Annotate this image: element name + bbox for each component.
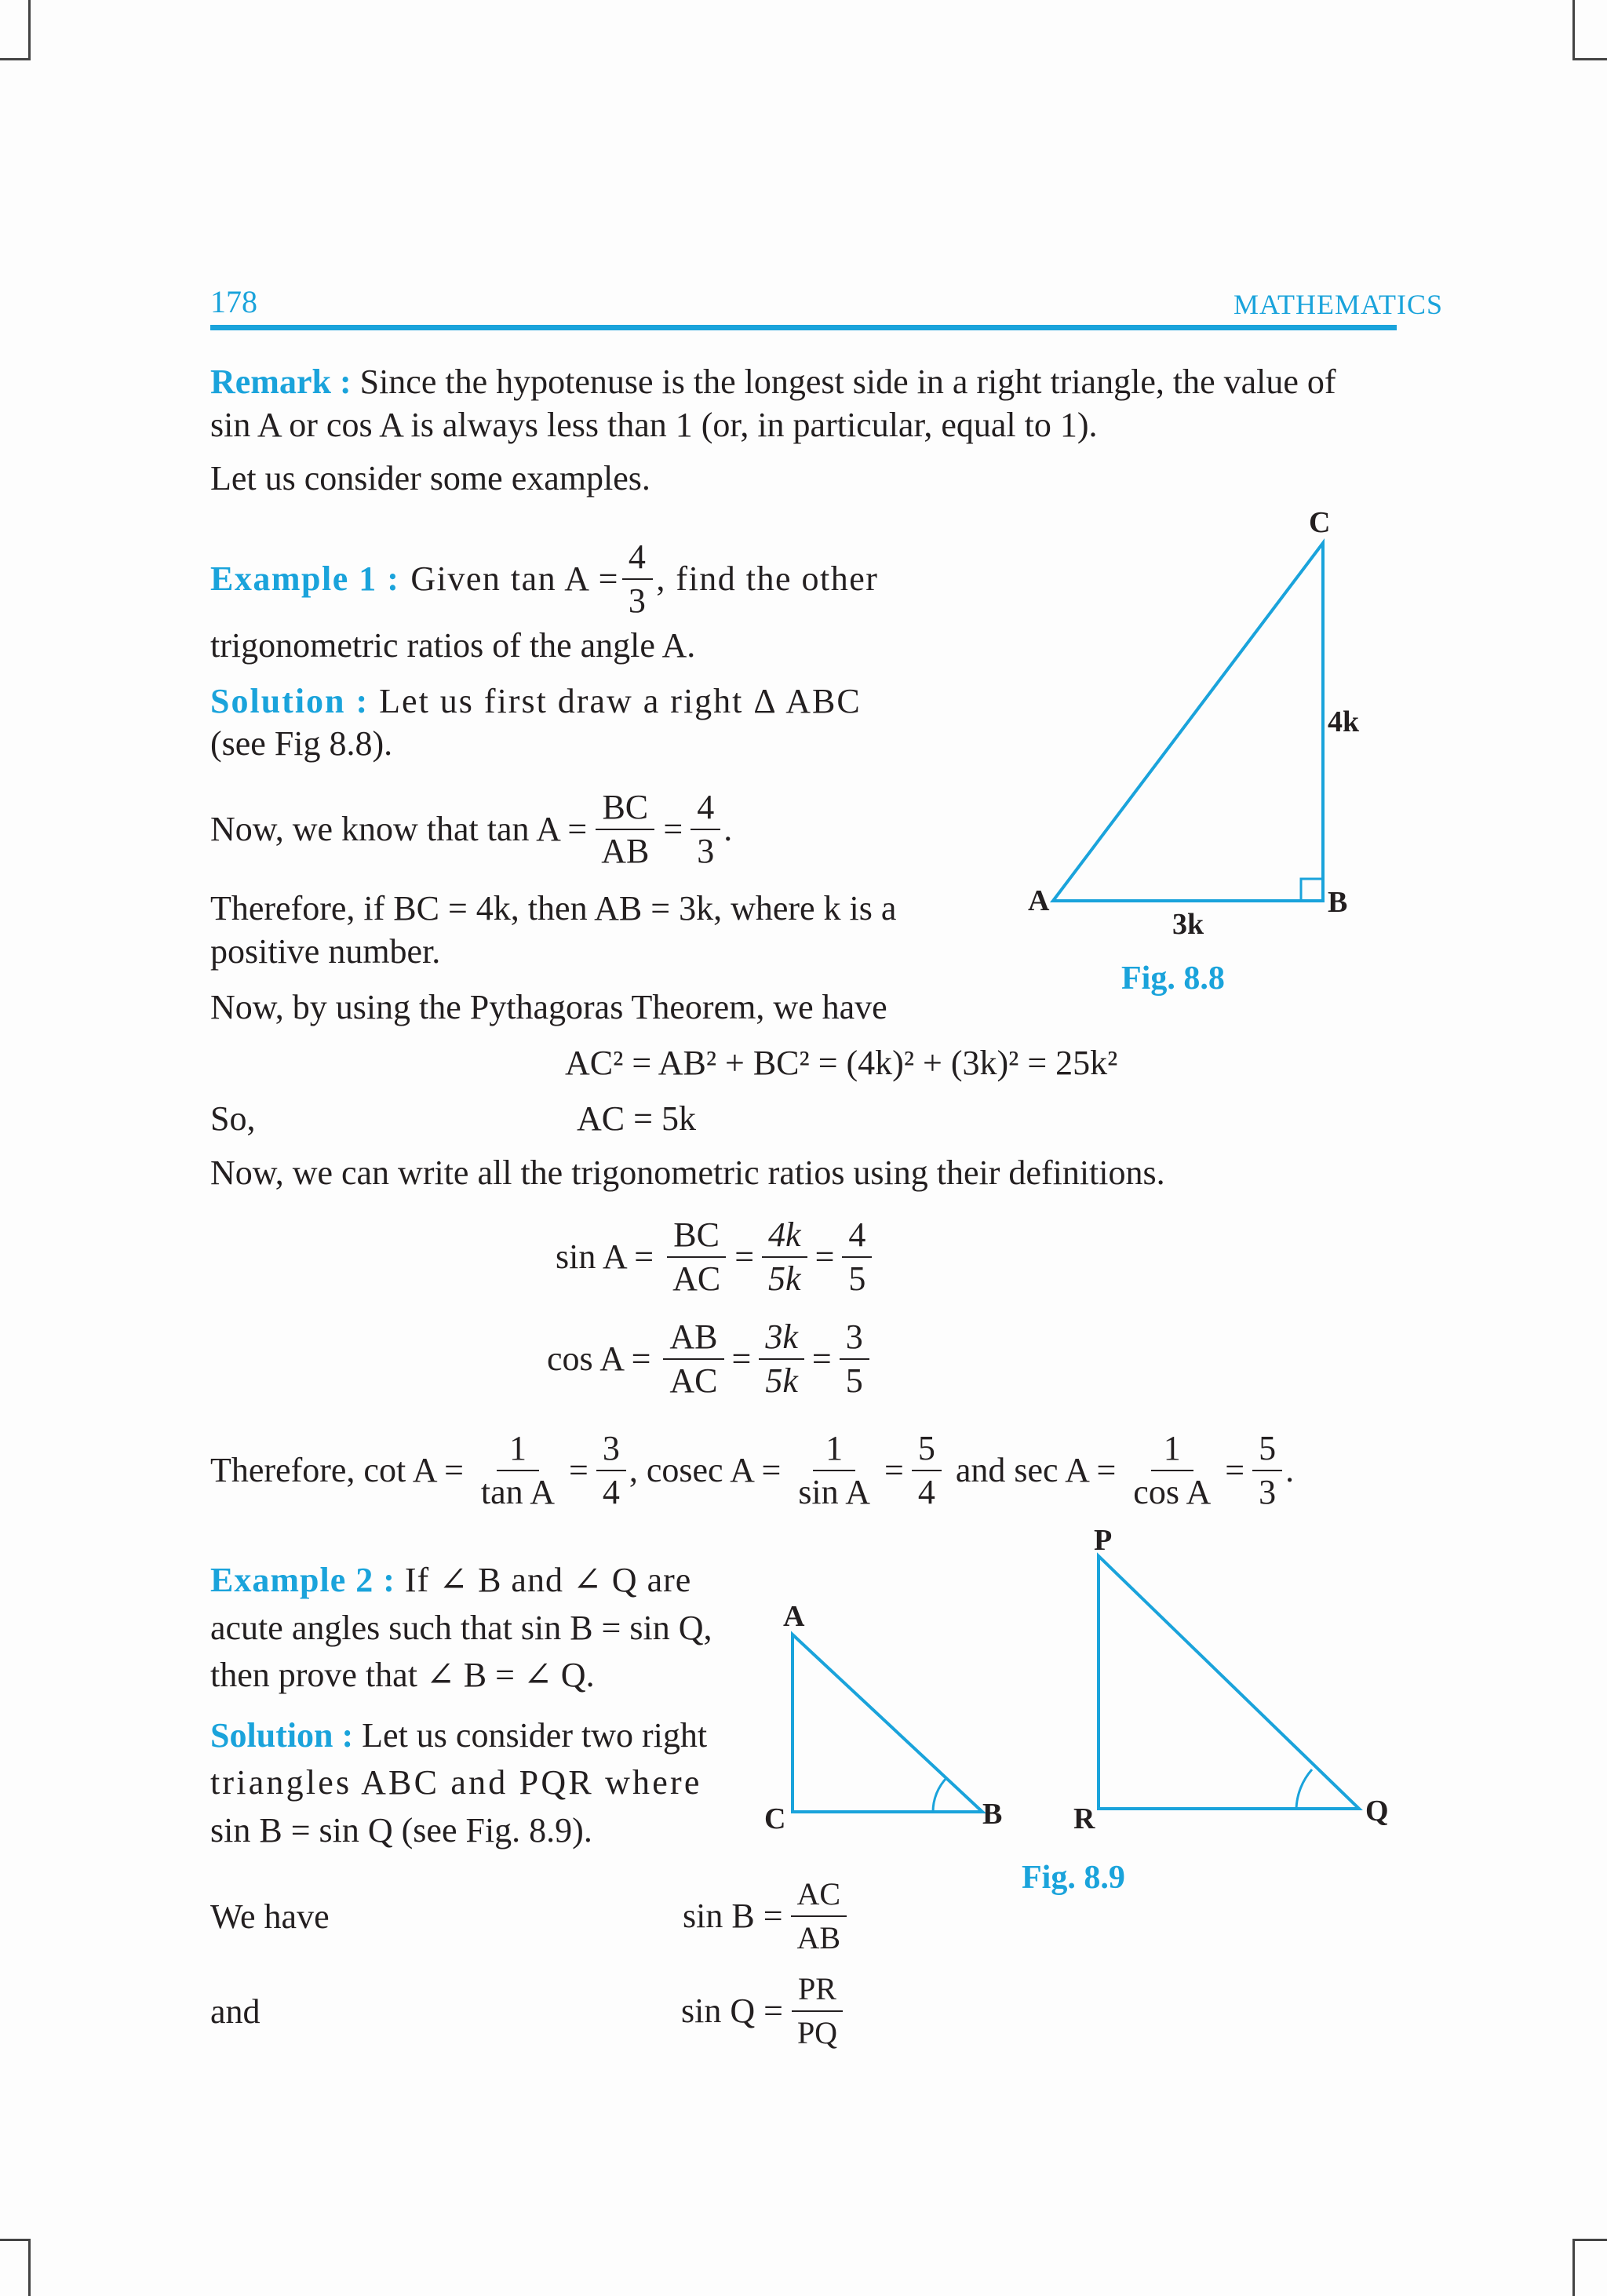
pythagoras-text: Now, by using the Pythagoras Theorem, we have xyxy=(210,988,887,1026)
example1-line-1: Example 1 : Given tan A = $\frac{4}{3}$ , find the other xyxy=(210,532,878,626)
solution2-line-2: triangles ABC and PQR where xyxy=(210,1763,702,1802)
vertex-r: R xyxy=(1073,1802,1095,1835)
fraction: $\frac{1}{\text{sin A}}$ xyxy=(798,1429,871,1511)
example2-line-2: acute angles such that sin B = sin Q, xyxy=(210,1609,712,1647)
example1-label: Example 1 : xyxy=(210,559,400,598)
so-label: So, xyxy=(210,1099,256,1138)
solution1-label: Solution : xyxy=(210,682,370,720)
therefore-line-1: Therefore, if BC = 4k, then AB = 3k, where k is a xyxy=(210,889,897,928)
triangle-pqr xyxy=(1099,1556,1359,1809)
vertex-q: Q xyxy=(1365,1795,1389,1828)
intro-text: Let us consider some examples. xyxy=(210,459,650,497)
example1-line-2: trigonometric ratios of the angle A. xyxy=(210,626,696,665)
reciprocal-ratios: Therefore, cot A = $\frac{1}{\text{tan A}}$ = $\frac{3}{4}$ , cosec A = $\frac{1}{\text{sin A}}$ = $\frac{5}{4}$ and sec A = $\frac{1}{\text{cos A}}$ = $\frac{5}{3}$ . xyxy=(210,1422,1294,1519)
vertex-b: B xyxy=(1328,886,1348,919)
fraction: $\frac{1}{\text{cos A}}$ xyxy=(1133,1429,1212,1511)
side-label-bc: 4k xyxy=(1328,705,1360,738)
vertex-a-small: A xyxy=(783,1600,805,1633)
solution1-line-2: (see Fig 8.8). xyxy=(210,724,393,763)
now-write-text: Now, we can write all the trigonometric ratios using their definitions. xyxy=(210,1153,1165,1192)
fraction: $\frac{1}{\text{tan A}}$ xyxy=(480,1429,556,1511)
triangle-abc-small xyxy=(793,1635,982,1812)
remark-label: Remark : xyxy=(210,363,352,401)
solution2-line-3: sin B = sin Q (see Fig. 8.9). xyxy=(210,1811,592,1850)
therefore-line-2: positive number. xyxy=(210,932,441,971)
ac-equation: AC = 5k xyxy=(577,1099,696,1138)
vertex-c-small: C xyxy=(764,1802,786,1835)
fraction: $\frac{4k}{5k}$ xyxy=(762,1214,807,1300)
figure-caption-8-9: Fig. 8.9 xyxy=(1022,1860,1125,1896)
fraction: $\frac{AC}{AB}$ xyxy=(791,1873,847,1959)
fraction: $\frac{AB}{AC}$ xyxy=(663,1316,723,1402)
fraction: $\frac{5}{4}$ xyxy=(912,1427,942,1514)
sin-a-equation: sin A = $\frac{BC}{AC}$ = $\frac{4k}{5k}$ = $\frac{4}{5}$ xyxy=(556,1208,875,1306)
fraction: $\frac{PR}{PQ}$ xyxy=(791,1968,844,2054)
example2-label: Example 2 : xyxy=(210,1561,395,1599)
solution2-label: Solution : xyxy=(210,1716,354,1755)
solution2-line-1: Solution : Let us consider two right xyxy=(210,1716,708,1755)
example2-line-1: Example 2 : If ∠ B and ∠ Q are xyxy=(210,1561,692,1599)
page-number: 178 xyxy=(210,284,257,319)
fraction: $\frac{4}{5}$ xyxy=(842,1214,872,1300)
cos-a-equation: cos A = $\frac{AB}{AC}$ = $\frac{3k}{5k}$ = $\frac{3}{5}$ xyxy=(547,1310,873,1408)
fraction: $\frac{3k}{5k}$ xyxy=(759,1316,804,1402)
fraction: $\frac{4}{3}$ xyxy=(622,536,654,622)
fraction: $\frac{3}{4}$ xyxy=(596,1427,626,1514)
tan-a-equation: Now, we know that tan A = $\frac{BC}{AB}$ = $\frac{4}{3}$ . xyxy=(210,782,732,876)
fraction: $\frac{5}{3}$ xyxy=(1252,1427,1282,1514)
running-head: MATHEMATICS xyxy=(1233,289,1444,320)
vertex-b-small: B xyxy=(982,1798,1003,1831)
solution1-line-1: Solution : Let us first draw a right Δ ABC xyxy=(210,682,862,720)
we-have-text: We have xyxy=(210,1897,330,1936)
example2-line-3: then prove that ∠ B = ∠ Q. xyxy=(210,1656,595,1694)
vertex-c: C xyxy=(1309,506,1331,539)
fraction: $\frac{BC}{AC}$ xyxy=(666,1214,727,1300)
angle-q-arc xyxy=(1296,1769,1312,1809)
fraction: $\frac{3}{5}$ xyxy=(840,1316,869,1402)
vertex-p: P xyxy=(1094,1524,1113,1557)
remark-line-2: sin A or cos A is always less than 1 (or, in particular, equal to 1). xyxy=(210,406,1098,444)
sin-b-equation: sin B = $\frac{AC}{AB}$ xyxy=(683,1869,850,1963)
and-text: and xyxy=(210,1992,261,2031)
side-label-ab: 3k xyxy=(1172,908,1204,941)
sin-q-equation: sin Q = $\frac{PR}{PQ}$ xyxy=(681,1964,847,2058)
remark-line-1: Remark : Since the hypotenuse is the longest side in a right triangle, the value of xyxy=(210,363,1336,401)
vertex-a: A xyxy=(1028,884,1050,917)
fraction: $\frac{4}{3}$ xyxy=(691,786,720,873)
angle-b-arc xyxy=(933,1777,947,1812)
ac-squared-equation: AC² = AB² + BC² = (4k)² + (3k)² = 25k² xyxy=(565,1044,1118,1082)
figure-caption-8-8: Fig. 8.8 xyxy=(1121,960,1225,997)
fraction: $\frac{BC}{AB}$ xyxy=(595,786,655,873)
